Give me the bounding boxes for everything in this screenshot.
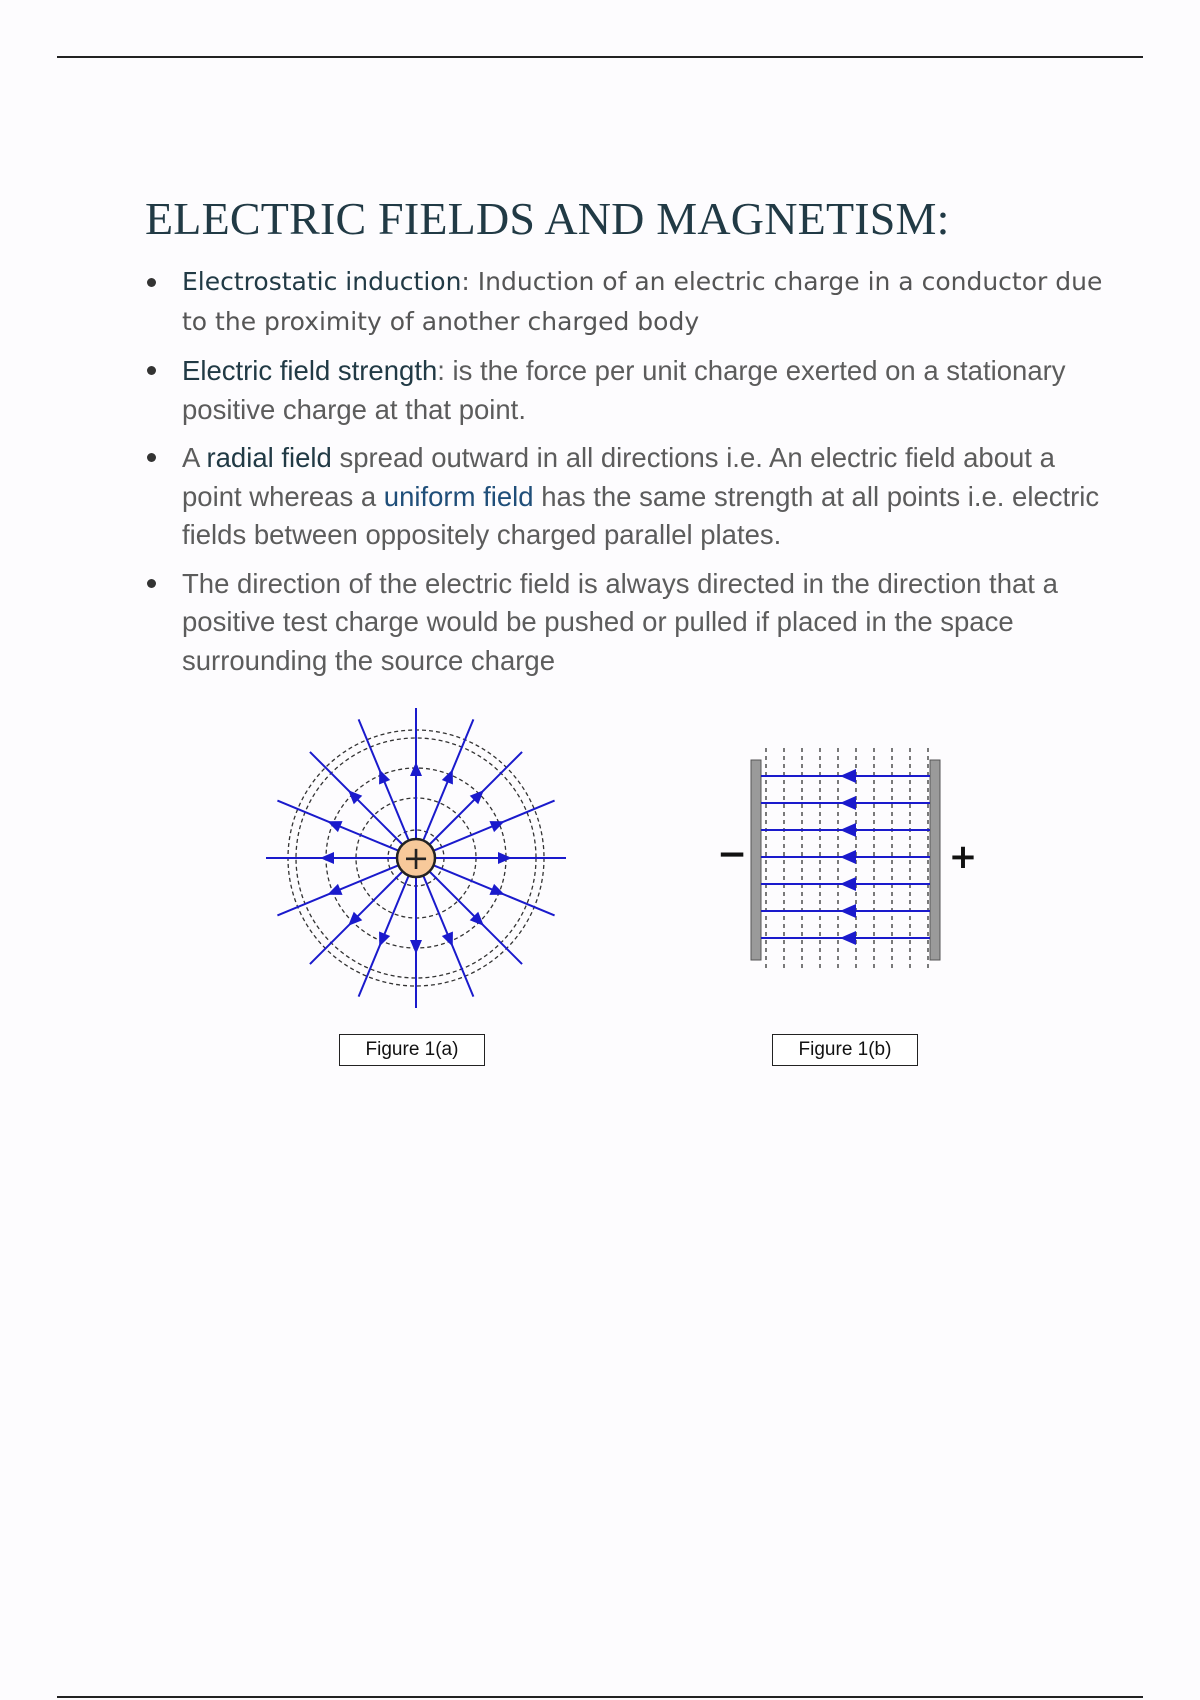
field-arrowhead [840,796,856,810]
text-fragment: has the same strength at all points i.e. electric fields between oppositely charged parallel plates. [182,480,1100,550]
top-rule [57,56,1143,58]
page-heading: ELECTRIC FIELDS AND MAGNETISM: [145,193,950,244]
bullet-dot [147,579,156,588]
text-fragment: spread outward in all directions i.e. An electric field about a point whereas a [182,442,1055,512]
list-item-radial-uniform-field [145,439,1105,555]
text-fragment: A [182,442,207,473]
uniform-field-diagram [710,742,986,982]
field-arrowhead [840,823,856,837]
positive-sign: + [948,837,978,877]
bullet-list [145,262,1105,690]
negative-sign: − [716,834,748,875]
field-arrowhead [320,852,334,864]
field-arrowhead [498,852,512,864]
list-item-electric-field-strength [145,352,1105,429]
list-item-electrostatic-induction [145,262,1105,342]
definition-text: : is the force per unit charge exerted on a stationary positive charge at that point. [182,355,1066,425]
field-arrowhead [840,931,856,945]
bullet-dot [147,453,156,462]
field-arrowhead [840,850,856,864]
charge-sign: + [402,839,430,877]
field-arrowhead [840,877,856,891]
field-arrowhead [410,762,422,776]
term-electric-field-strength: Electric field strength [182,355,438,386]
radial-field-diagram [262,700,574,1020]
list-item-field-direction [145,565,1105,681]
figure-1b-caption: Figure 1(b) [772,1034,918,1066]
field-arrowhead [410,940,422,954]
definition-text: The direction of the electric field is always directed in the direction that a positive test charge would be pushed or pulled if placed in the space surrounding the source charge [182,567,1058,676]
term-electrostatic-induction: Electrostatic induction [182,267,462,296]
field-arrowhead [840,769,856,783]
field-arrowhead [840,904,856,918]
bullet-dot [147,278,156,287]
negative-plate [751,760,761,960]
positive-plate [930,760,940,960]
term-radial-field: radial field [206,442,332,473]
bottom-rule [57,1696,1143,1698]
uniform-field-lines [761,769,930,945]
positive-charge [397,839,435,877]
term-uniform-field: uniform field [383,480,534,512]
definition-text: : Induction of an electric charge in a conductor due to the proximity of another charged body [182,267,1103,336]
bullet-dot [147,366,156,375]
figure-1a-caption: Figure 1(a) [339,1034,485,1066]
